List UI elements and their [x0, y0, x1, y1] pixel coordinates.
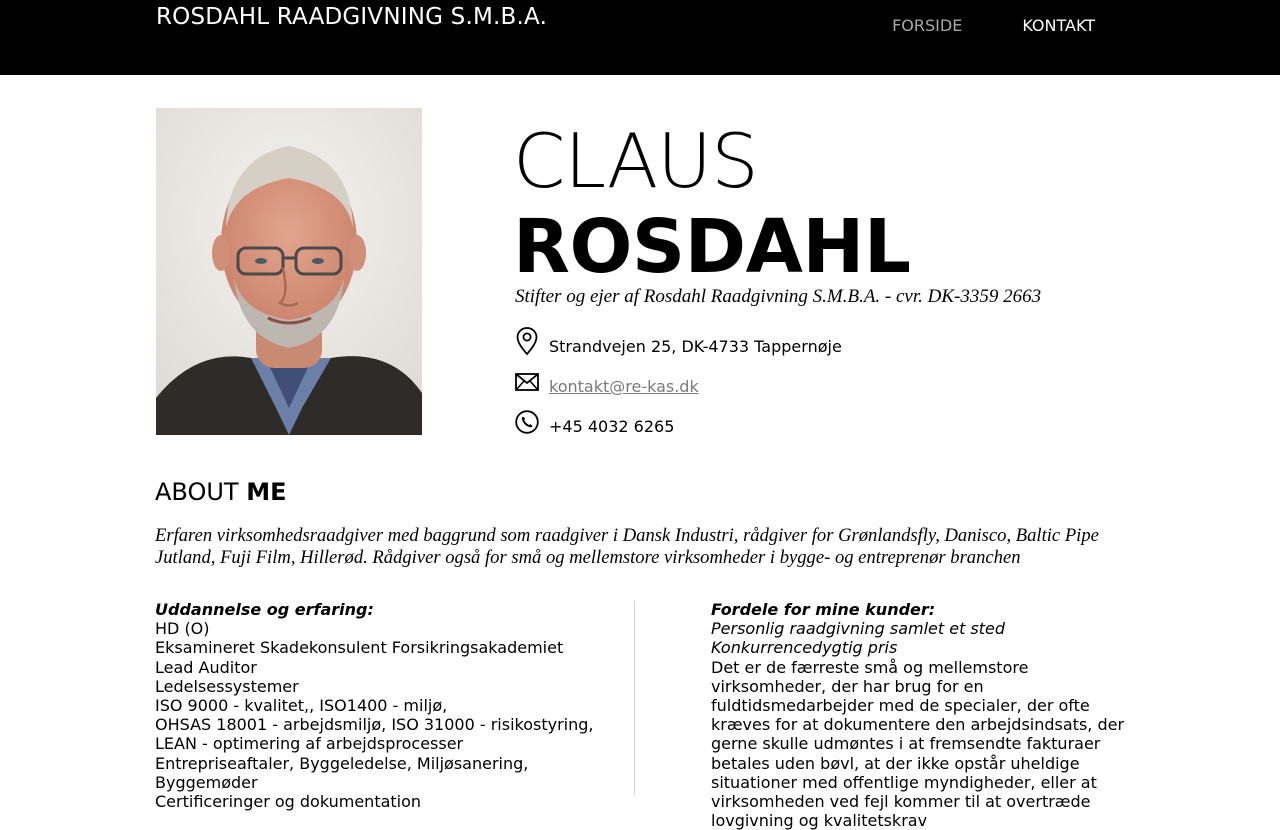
email-row: [515, 372, 699, 396]
map-pin-icon: [515, 326, 539, 356]
site-brand[interactable]: ROSDAHL RAADGIVNING S.M.B.A.: [156, 4, 548, 30]
list-item: Entrepriseaftaler, Byggeledelse, Miljøsanering,: [155, 753, 529, 773]
list-item: Byggemøder: [155, 772, 258, 792]
benefits-body: Det er de færreste små og mellemstore virksomheder, der har brug for en fuldtidsmedarbejder med de specialer, der ofte kræves for at dokumentere den arbejdsindsats, der gerne skulle udmøntes i at fremsendte fakturaer betales uden bøvl, at der ikke opstår uheldige situationer med offentlige myndigheder, eller at virksomheden ved fejl kommer til at overtræde lovgivning og kvalitetskrav: [711, 657, 1125, 830]
list-item: Lead Auditor: [155, 657, 257, 677]
list-item: OHSAS 18001 - arbejdsmiljø, ISO 31000 - risikostyring,: [155, 715, 594, 735]
education-column: [155, 600, 615, 811]
about-heading-bold: ME: [246, 478, 287, 506]
column-divider: [634, 601, 635, 795]
profile-subtitle: Stifter og ejer af Rosdahl Raadgivning S.M.B.A. - cvr. DK-3359 2663: [515, 286, 1042, 307]
first-name: CLAUS: [513, 117, 758, 205]
list-item: Konkurrencedygtig pris: [711, 638, 898, 658]
about-intro: Erfaren virksomhedsraadgiver med baggrund som raadgiver i Dansk Industri, rådgiver for Grønlandsfly, Danisco, Baltic Pipe Jutland, Fuji Film, Hillerød. Rådgiver også for små og mellemstore virksomheder i bygge- og entreprenør branchen: [155, 525, 1099, 568]
list-item: LEAN - optimering af arbejdsprocesser: [155, 734, 464, 754]
phone-text: +45 4032 6265: [549, 417, 675, 436]
list-item: ISO 9000 - kvalitet,, ISO1400 - miljø,: [155, 696, 448, 716]
phone-row: [515, 410, 674, 436]
list-item: Certificeringer og dokumentation: [155, 792, 422, 812]
last-name: ROSDAHL: [513, 204, 911, 290]
nav-item-forside[interactable]: FORSIDE: [892, 16, 963, 35]
benefits-heading: Fordele for mine kunder:: [711, 600, 936, 619]
about-heading-light: ABOUT: [155, 478, 239, 506]
list-item: Personlig raadgivning samlet et sted: [711, 619, 1006, 639]
envelope-icon: [515, 372, 539, 396]
profile-photo: [156, 108, 422, 435]
list-item: Eksamineret Skadekonsulent Forsikringsakademiet: [155, 638, 564, 658]
list-item: HD (O): [155, 619, 210, 639]
email-link[interactable]: kontakt@re-kas.dk: [549, 377, 699, 396]
site-header: [0, 0, 1280, 75]
main-nav: [892, 16, 1095, 35]
nav-item-kontakt[interactable]: KONTAKT: [1022, 16, 1095, 35]
phone-icon: [515, 410, 539, 436]
portrait-illustration: [156, 108, 422, 435]
education-heading: Uddannelse og erfaring:: [155, 600, 374, 619]
list-item: Ledelsessystemer: [155, 676, 299, 696]
benefits-column: [711, 600, 1136, 830]
about-heading: [155, 478, 287, 506]
address-row: [515, 326, 842, 356]
address-text: Strandvejen 25, DK-4733 Tappernøje: [549, 337, 842, 356]
